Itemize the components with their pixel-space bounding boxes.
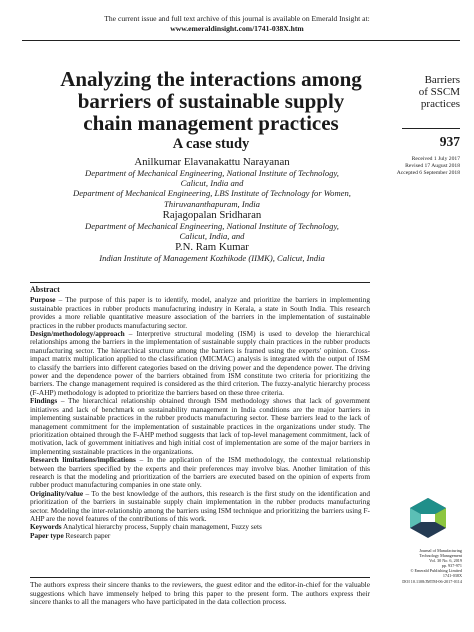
author-affiliation: Department of Mechanical Engineering, National Institute of Technology, <box>85 220 339 231</box>
section-text: Interpretive structural modeling (ISM) is used to develop the hierarchical relationships among the barriers in the implementation of sustainable supply chain practices in the rubber products manufacturing sector. The hierarchical structure among the barriers is framed using the experts' opinion. Cross-impact matrix multiplication applied to the classification (MICMAC) analysis is integrated with the output of ISM to classify the barriers into different categories based on the driving power and the dependence power. The driving power and the dependence power of the barriers obtained from ISM constitute two criteria for prioritizing the barriers. The change management required is considered as the third criterion. The fuzzy-analytic hierarchy process (F-AHP) methodology is adopted to prioritize the barriers based on these three criteria. <box>30 329 370 397</box>
section-text: The purpose of this paper is to identify, model, analyze and prioritize the barriers in implementing sustainable practices in rubber products manufacturing industry in Kerala, a state in South India. This research provides a more reliable quantitative measure association of the barriers in the implementation of sustainable practices in the rubber products manufacturing sector. <box>30 295 370 330</box>
paper-subtitle: A case study <box>172 136 250 152</box>
paper-type-text: Research paper <box>65 530 111 540</box>
section-label: Originality/value <box>30 488 84 498</box>
author-affiliation: Department of Mechanical Engineering, National Institute of Technology, <box>85 168 339 178</box>
paper-type-label: Paper type <box>30 530 64 540</box>
section-text: The hierarchical relationship obtained through ISM methodology shows that lack of government initiatives and lack of benchmark on sustainability management in India conditions are the major barriers in implementing sustainable practices in the rubber products manufacturing sector. These barriers lead to the lack of management commitment for the implementation of sustainable practices in the organizations under study. The prioritization obtained through the F-AHP method suggests that lack of top-level management commitment, lack of motivation, lack of government initiatives and high initial cost of implementation are some of the major barriers in implementing sustainable practices in the organizations. <box>30 396 370 456</box>
abstract-design: Design/methodology/approach – Interpretive structural modeling (ISM) is used to develop the hierarchical relationships among the barriers in the implementation of sustainable supply chain practices in the rubber products manufacturing sector. The hierarchical structure among the barriers is framed using the experts' opinion. Cross-impact matrix multiplication applied to the classification (MICMAC) analysis is integrated with the output of ISM to classify the barriers into different categories based on the driving power and the dependence power. The driving power and the dependence power of the barriers obtained from ISM constitute two criteria for prioritizing the barriers. The change management required is considered as the third criterion. The fuzzy-analytic hierarchy process (F-AHP) methodology is adopted to prioritize the barriers based on these three criteria. <box>30 329 370 397</box>
header-rule <box>22 40 460 41</box>
emerald-logo-icon <box>406 496 450 540</box>
side-rule <box>402 128 460 129</box>
date-accepted: Accepted 6 September 2018 <box>396 170 460 176</box>
author-name: P.N. Ram Kumar <box>175 241 249 254</box>
author-affiliation: Calicut, India, and <box>179 231 245 242</box>
citation-line: Journal of Manufacturing <box>419 548 462 553</box>
section-label: Design/methodology/approach <box>30 329 125 339</box>
journal-url-link[interactable]: www.emeraldinsight.com/1741-038X.htm <box>170 24 304 33</box>
section-label: Research limitations/implications <box>30 455 136 465</box>
abstract-purpose: Purpose – The purpose of this paper is to identify, model, analyze and prioritize the barriers in implementing sustainable practices in rubber products manufacturing industry in Kerala, a state in South India. This research provides a more reliable quantitative measure association of the barriers in the implementation of sustainable practices in the rubber products manufacturing sector. <box>30 295 370 330</box>
citation-line: DOI 10.1108/JMTM-06-2017-0114 <box>402 578 462 584</box>
citation-line: Vol. 30 No. 6, 2019 <box>429 558 462 564</box>
running-title <box>402 74 460 110</box>
paper-title <box>30 68 392 134</box>
citation-line: Technology Management <box>419 553 462 559</box>
date-revised: Revised 17 August 2018 <box>405 163 460 169</box>
footnote-rule <box>30 577 370 578</box>
keywords-label: Keywords <box>30 522 62 532</box>
acknowledgement-footnote: The authors express their sincere thanks to the reviewers, the guest editor and the editor-in-chief for the valuable suggestions which have immensely helped to bring this paper to the present form. The authors express their sincere thanks to all the managers who have participated in the data collection process. <box>30 580 370 607</box>
keywords-text: Analytical hierarchy process, Supply chain management, Fuzzy sets <box>63 522 262 532</box>
title-line-1: Analyzing the interactions among <box>60 67 362 91</box>
title-line-2: barriers of sustainable supply <box>77 89 345 113</box>
journal-availability-note <box>0 14 474 34</box>
author-name: Rajagopalan Sridharan <box>162 208 262 221</box>
abstract-findings: Findings – The hierarchical relationship obtained through ISM methodology shows that lack of government initiatives and lack of benchmark on sustainability management in India conditions are the major barriers in implementing sustainable practices in the rubber products manufacturing sector. These barriers lead to the lack of management commitment for the implementation of sustainable practices in the organizations under study. The prioritization obtained through the F-AHP method suggests that lack of top-level management commitment, lack of motivation, lack of government initiatives and high initial cost of implementation are some of the major barriers in implementing sustainable practices in the organizations. <box>30 396 370 456</box>
section-text: In the application of the ISM methodology, the contextual relationship between the barriers specified by the experts and their preferences may involve bias. Another limitation of this research is that the modeling and prioritization of the barriers are executed based on the opinion of experts from rubber product manufacturing companies in one state only. <box>30 455 370 490</box>
citation-line: pp. 937-971 <box>441 563 462 569</box>
section-text: To the best knowledge of the authors, this research is the first study on the identification and prioritization of the barriers in sustainable supply chain implementation in the rubber products manufacturing sector. Modeling the inter-relationship among the barriers using ISM technique and prioritizing the barriers using F-AHP are the novel features of the contributions of this work. <box>30 488 370 523</box>
title-line-3: chain management practices <box>83 111 339 135</box>
abstract-paper-type <box>30 532 370 540</box>
author-affiliation: Calicut, India and <box>180 178 244 189</box>
running-title-line: practices <box>420 98 460 110</box>
abstract-heading: Abstract <box>30 285 60 294</box>
date-received: Received 1 July 2017 <box>411 156 460 162</box>
page-number: 937 <box>439 134 460 149</box>
author-name: Anilkumar Elavanakattu Narayanan <box>134 156 290 168</box>
availability-text: The current issue and full text archive of this journal is available on Emerald Insight at: <box>104 14 370 23</box>
abstract-limitations: Research limitations/implications – In the application of the ISM methodology, the contextual relationship between the barriers specified by the experts and their preferences may involve bias. Another limitation of this research is that the modeling and prioritization of the barriers are executed based on the opinion of experts from rubber product manufacturing companies in one state only. <box>30 455 370 490</box>
journal-citation <box>386 548 462 584</box>
author-affiliation: Indian Institute of Management Kozhikode (IIMK), Calicut, India <box>99 253 325 264</box>
section-label: Purpose <box>30 295 56 305</box>
author-block <box>22 156 402 263</box>
section-label: Findings <box>30 396 58 406</box>
abstract <box>30 286 370 540</box>
citation-line: 1741-038X <box>442 573 462 579</box>
submission-dates <box>392 156 460 177</box>
running-title-line: of SSCM <box>418 86 460 98</box>
author-affiliation: Department of Mechanical Engineering, LBS Institute of Technology for Women, <box>73 188 351 199</box>
running-title-line: Barriers <box>424 74 460 86</box>
logo-center <box>421 514 435 522</box>
abstract-originality: Originality/value – To the best knowledge of the authors, this research is the first study on the identification and prioritization of the barriers in sustainable supply chain implementation in the rubber products manufacturing sector. Modeling the inter-relationship among the barriers using ISM technique and prioritizing the barriers using F-AHP are the novel features of the contributions of this work. <box>30 488 370 523</box>
citation-line: © Emerald Publishing Limited <box>410 568 462 574</box>
abstract-top-rule <box>30 282 370 283</box>
author-affiliation: Thiruvananthapuram, India <box>164 198 260 209</box>
